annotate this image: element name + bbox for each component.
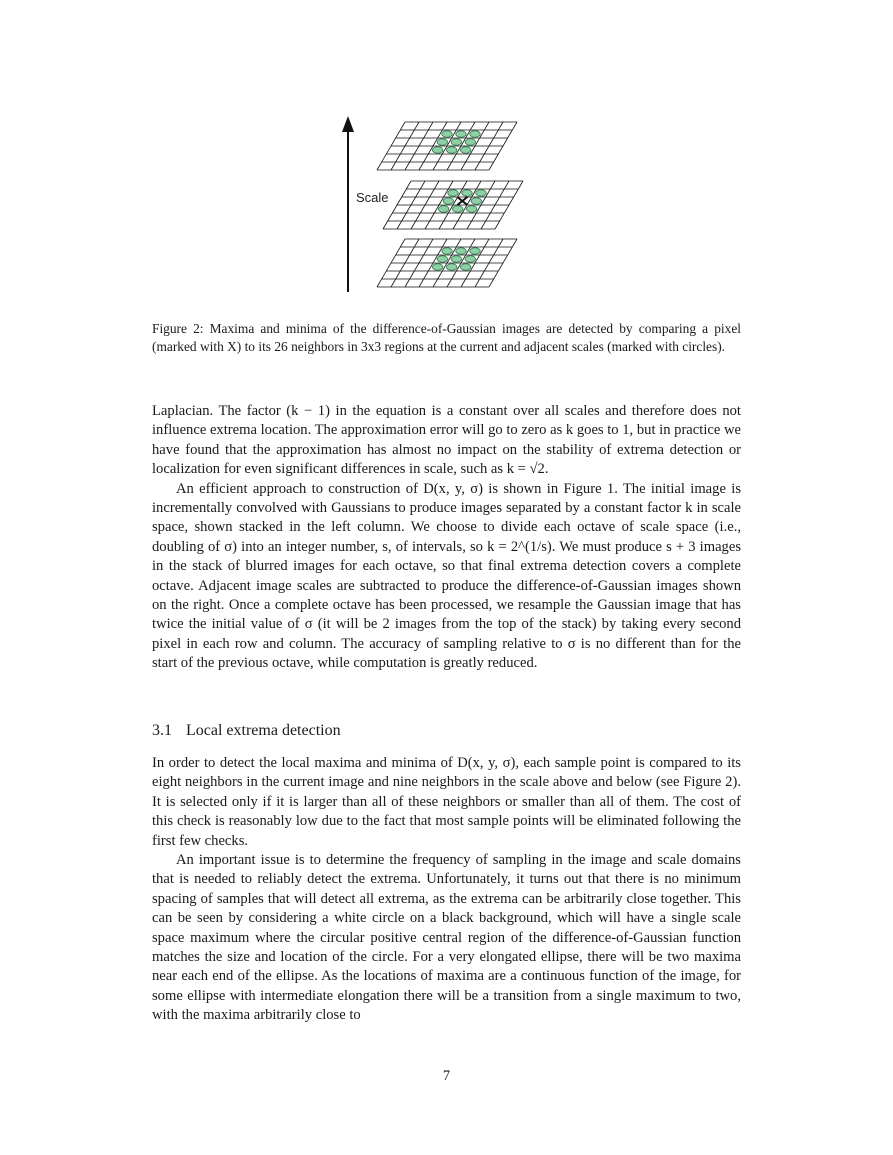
neighbor-circle [460, 147, 470, 154]
neighbor-circle [446, 264, 456, 271]
paragraph-local-extrema: In order to detect the local maxima and minima of D(x, y, σ), each sample point is compared to its eight neighbors in the current image and nine neighbors in the scale above and below (see Figure 2). It is selected only if it is larger than all of these neighbors or smaller than all of them. The cost of this check is reasonably low due to the fact that most sample points will be eliminated following the first few checks. [152, 755, 741, 849]
neighbor-circle [442, 131, 452, 138]
neighbor-circle [451, 256, 461, 263]
neighbor-circle [465, 139, 475, 146]
center-pixel-x-mark [457, 197, 467, 205]
scale-space-diagram [330, 108, 570, 303]
neighbor-circle [432, 264, 442, 271]
scale-axis-arrowhead [342, 116, 354, 132]
neighbor-circle [443, 198, 453, 205]
neighbor-circle [452, 206, 462, 213]
scale-space-figure [330, 108, 570, 303]
neighbor-circle [462, 190, 472, 197]
neighbor-circle [446, 147, 456, 154]
section-heading [152, 720, 741, 742]
neighbor-circle [456, 131, 466, 138]
neighbor-circle [448, 190, 458, 197]
neighbor-circle [437, 256, 447, 263]
neighbor-circle [476, 190, 486, 197]
neighbor-circle [471, 198, 481, 205]
neighbor-circle [465, 256, 475, 263]
grid-upper [377, 122, 517, 170]
neighbor-circle [470, 248, 480, 255]
neighbor-circle [466, 206, 476, 213]
grid-lower [377, 239, 517, 287]
paragraph-efficient-approach: An efficient approach to construction of D(x, y, σ) is shown in Figure 1. The initial image is incrementally convolved with Gaussians to produce images separated by a constant factor k in scale space, shown stacked in the left column. We choose to divide each octave of scale space (i.e., doubling of σ) into an integer number, s, of intervals, so k = 2^(1/s). We must produce s + 3 images in the stack of blurred images for each octave, so that final extrema detection covers a complete octave. Adjacent image scales are subtracted to produce the difference-of-Gaussian images shown on the right. Once a complete octave has been processed, we resample the Gaussian image that has twice the initial value of σ (it will be 2 images from the top of the stack) by taking every second pixel in each row and column. The accuracy of sampling relative to σ is no different than for the start of the previous octave, while computation is greatly reduced. [152, 480, 741, 672]
scale-axis-label: Scale [356, 190, 389, 205]
neighbor-circle [438, 206, 448, 213]
body-text-upper [152, 402, 741, 674]
neighbor-circle [437, 139, 447, 146]
grid-middle [383, 181, 523, 229]
neighbor-circle [470, 131, 480, 138]
paragraph-laplacian: Laplacian. The factor (k − 1) in the equation is a constant over all scales and therefore does not influence extrema location. The approximation error will go to zero as k goes to 1, but in practice we have found that the approximation has almost no impact on the stability of extrema detection or localization for even significant differences in scale, such as k = √2. [152, 403, 741, 478]
figure-caption: Figure 2: Maxima and minima of the difference-of-Gaussian images are detected by comparing a pixel (marked with X) to its 26 neighbors in 3x3 regions at the current and adjacent scales (marked with circles). [152, 321, 741, 354]
neighbor-circle [442, 248, 452, 255]
neighbor-circle [460, 264, 470, 271]
neighbor-circle [456, 248, 466, 255]
page-number: 7 [442, 1068, 451, 1084]
neighbor-circle [432, 147, 442, 154]
section-title: Local extrema detection [186, 722, 341, 739]
body-text-lower [152, 754, 741, 1026]
section-number: 3.1 [152, 722, 172, 739]
paragraph-sampling-frequency: An important issue is to determine the frequency of sampling in the image and scale domains that is needed to reliably detect the extrema. Unfortunately, it turns out that there is no minimum spacing of samples that will detect all extrema, as the extrema can be arbitrarily close together. This can be seen by considering a white circle on a black background, which will have a single scale space maximum where the circular positive central region of the difference-of-Gaussian function matches the size and location of the circle. For a very elongated ellipse, there will be two maxima near each end of the ellipse. As the locations of maxima are a continuous function of the image, for some ellipse with intermediate elongation there will be a transition from a single maximum to two, with the maxima arbitrarily close to [152, 852, 741, 1024]
neighbor-circle [451, 139, 461, 146]
